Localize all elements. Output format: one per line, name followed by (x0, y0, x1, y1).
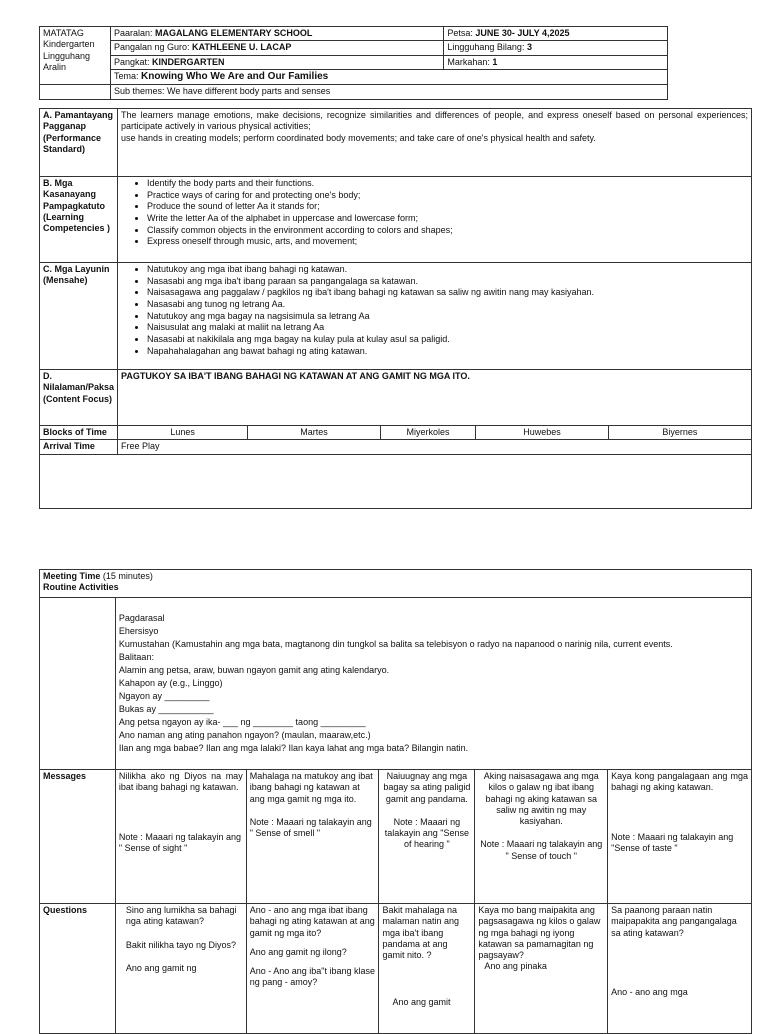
section-c-content (118, 263, 752, 370)
header-left-line: Aralin (43, 61, 67, 72)
teacher-cell (110, 41, 443, 55)
empty-row (40, 454, 752, 508)
week-value: 3 (526, 42, 532, 53)
header-left-empty (40, 85, 111, 99)
message-cell (608, 770, 752, 904)
question-text: Sino ang lumikha sa bahagi nga ating katawan? (125, 905, 237, 927)
section-b-label: B. Mga Kasanayang Pampagkatuto (Learning Competencies ) (40, 177, 118, 263)
sections-table (39, 108, 752, 509)
list-item: • Write the letter Aa of the alphabet in uppercase and lowercase form; (147, 213, 748, 225)
list-item: • Express oneself through music, arts, and movement; (147, 236, 748, 248)
list-item: • Practice ways of caring for and protecting one's body; (147, 190, 748, 202)
routine-line: Ano naman ang ating panahon ngayon? (maulan, maaraw,etc.) (118, 730, 371, 741)
question-text: Ano ang gamit ng (125, 962, 197, 973)
message-text: Nilikha ako ng Diyos na may ibat ibang bahagi ng katawan. (118, 771, 243, 793)
meeting-duration: (15 minutes) (102, 571, 153, 581)
message-text: Aking naisasagawa ang mga kilos o galaw ng ibat ibang bahagi ng aking katawan sa saliw ng awitin ng may kasiyahan. (483, 771, 599, 826)
list-item: • Produce the sound of letter Aa it stands for; (147, 201, 748, 213)
week-label: Lingguhang Bilang: (447, 42, 525, 53)
teacher-label: Pangalan ng Guro: (113, 42, 190, 53)
routine-line: Bukas ay ___________ (118, 704, 214, 715)
routine-content (115, 598, 751, 770)
section-a-content (118, 109, 752, 177)
routine-line: Ilan ang mga babae? Ilan ang mga lalaki? Ilan kaya lahat ang mga bata? Bilangin natin. (118, 743, 469, 754)
routine-line: Kumustahan (Kamustahin ang mga bata, magtanong din tungkol sa balita sa telebisyon o radyo na napanood o narinig nila, current events. (118, 639, 673, 650)
section-c-label: C. Mga Layunin (Mensahe) (40, 263, 118, 370)
school-label: Paaralan: (113, 28, 153, 38)
list-item: • Nasasabi at nakikilala ang mga bagay na kulay pula at kulay asul sa paligid. (147, 334, 748, 346)
list-item: • Classify common objects in the environment according to colors and shapes; (147, 225, 748, 237)
message-note: Note : Maaari ng talakayin ang "Sense of taste " (611, 831, 734, 853)
section-a-label: A. Pamantayang Pagganap (Performance Standard) (40, 109, 118, 177)
quarter-cell (444, 55, 668, 69)
question-text: Sa paanong paraan natin maipapakita ang pangangalaga sa ating katawan? (611, 905, 737, 938)
meeting-header (40, 570, 752, 598)
question-text: Kaya mo bang maipakita ang pagsasagawa ng kilos o galaw ng mga bahagi ng iyong katawan sa pamamagitan ng pagsayaw? (478, 905, 601, 960)
day-header-miyerkoles: Miyerkoles (380, 426, 476, 440)
message-note: Note : Maaari ng talakayin ang " Sense of smell " (249, 816, 372, 838)
grade-value: KINDERGARTEN (152, 56, 225, 67)
message-text: Mahalaga na matukoy ang ibat ibang bahagi ng katawan at ang mga gamit ng mga ito. (249, 771, 373, 804)
week-cell (444, 41, 668, 55)
meeting-table (39, 569, 752, 1034)
arrival-time-content: Free Play (118, 440, 752, 454)
arrival-time-label: Arrival Time (40, 440, 118, 454)
header-left-line: MATATAG (43, 28, 84, 38)
message-text: Kaya kong pangalagaan ang mga bahagi ng aking katawan. (611, 771, 748, 793)
question-cell (115, 904, 246, 1034)
date-value: JUNE 30- JULY 4,2025 (475, 28, 570, 38)
question-text: Bakit nilikha tayo ng Diyos? (125, 939, 236, 950)
theme-label: Tema: (113, 70, 139, 81)
message-note: Note : Maaari ng talakayin ang " Sense of sight " (118, 831, 241, 853)
section-a-text: use hands in creating models; perform coordinated body movements; and take care of one's physical health and safety. (121, 132, 596, 143)
list-item: • Nasasabi ang tunog ng letrang Aa. (147, 299, 748, 311)
day-header-biyernes: Biyernes (608, 426, 751, 440)
theme-value: Knowing Who We Are and Our Families (141, 70, 329, 82)
list-item: • Natutukoy ang mga ibat ibang bahagi ng katawan. (147, 264, 748, 276)
header-left-line: Lingguhang (43, 50, 91, 61)
meeting-title: Meeting Time (43, 571, 101, 581)
question-cell (379, 904, 475, 1034)
school-cell (110, 27, 443, 41)
header-left-cell (40, 27, 111, 85)
routine-line: Alamin ang petsa, araw, buwan ngayon gamit ang ating kalendaryo. (118, 665, 390, 676)
header-table (39, 26, 668, 100)
routine-line: Ang petsa ngayon ay ika- ___ ng ________ taong _________ (118, 717, 366, 728)
list-item: • Natutukoy ang mga bagay na nagsisimula sa letrang Aa (147, 311, 748, 323)
date-label: Petsa: (447, 28, 473, 38)
message-text: Naiuugnay ang mga bagay sa ating paligid gamit ang pandama. (383, 771, 471, 804)
question-cell (608, 904, 752, 1034)
question-text: Ano - ano ang mga ibat ibang bahagi ng ating katawan at ang gamit ng mga ito? (249, 905, 375, 938)
message-note: Note : Maaari ng talakayin ang " Sense of touch " (480, 839, 603, 861)
questions-label: Questions (40, 904, 116, 1034)
section-d-content: PAGTUKOY SA IBA'T IBANG BAHAGI NG KATAWAN AT ANG GAMIT NG MGA ITO. (118, 370, 752, 426)
list-item: • Napahahalagahan ang bawat bahagi ng ating katawan. (147, 346, 748, 358)
quarter-value: 1 (492, 56, 498, 67)
routine-left-empty (40, 598, 116, 770)
subtheme-cell: Sub themes: We have different body parts and senses (110, 85, 667, 99)
message-cell (115, 770, 246, 904)
section-a-text: The learners manage emotions, make decisions, recognize similarities and differences of people, and express oneself based on personal experiences; participate actively in various physical activities; (121, 110, 748, 132)
date-cell (444, 27, 668, 41)
school-name: MAGALANG ELEMENTARY SCHOOL (155, 28, 313, 38)
grade-label: Pangkat: (113, 56, 150, 67)
message-cell (246, 770, 379, 904)
grade-cell (110, 55, 443, 69)
question-text: Ano ang gamit ng ilong? (249, 946, 347, 957)
question-cell (475, 904, 608, 1034)
teacher-name: KATHLEENE U. LACAP (192, 42, 292, 53)
question-text: Ano - ano ang mga (611, 986, 688, 997)
day-header-lunes: Lunes (118, 426, 248, 440)
question-text: Ano - Ano ang iba"t ibang klase ng pang - amoy? (249, 966, 375, 988)
objectives-list (121, 264, 748, 358)
list-item: • Nasasabi ang mga iba't ibang paraan sa pangangalaga sa katawan. (147, 276, 748, 288)
routine-line: Ehersisyo (118, 626, 159, 637)
routine-line: Pagdarasal (118, 613, 165, 623)
competencies-list (121, 178, 748, 248)
message-note: Note : Maaari ng talakayin ang "Sense of hearing " (384, 816, 470, 850)
messages-label: Messages (40, 770, 116, 904)
blocks-of-time-label: Blocks of Time (40, 426, 118, 440)
section-d-label: D. Nilalaman/Paksa (Content Focus) (40, 370, 118, 426)
routine-line: Balitaan: (118, 652, 154, 663)
message-cell (475, 770, 608, 904)
routine-title: Routine Activities (43, 582, 119, 593)
question-text: Ano ang pinaka (484, 961, 547, 972)
section-b-content (118, 177, 752, 263)
list-item: • Naisasagawa ang paggalaw / pagkilos ng iba't ibang bahagi ng katawan sa saliw ng awitin nang may kasiyahan. (147, 287, 748, 299)
list-item: • Identify the body parts and their functions. (147, 178, 748, 190)
routine-line: Kahapon ay (e.g., Linggo) (118, 678, 223, 689)
list-item: • Naisusulat ang malaki at maliit na letrang Aa (147, 322, 748, 334)
question-cell (246, 904, 379, 1034)
question-text: Bakit mahalaga na malaman natin ang mga iba't ibang pandama at ang gamit nito. ? (382, 905, 460, 960)
question-text: Ano ang gamit (392, 997, 451, 1008)
message-cell (379, 770, 475, 904)
day-header-huwebes: Huwebes (476, 426, 608, 440)
quarter-label: Markahan: (447, 56, 490, 67)
routine-line: Ngayon ay _________ (118, 691, 210, 702)
header-left-line: Kindergarten (43, 39, 95, 50)
day-header-martes: Martes (248, 426, 380, 440)
theme-cell (110, 69, 667, 85)
